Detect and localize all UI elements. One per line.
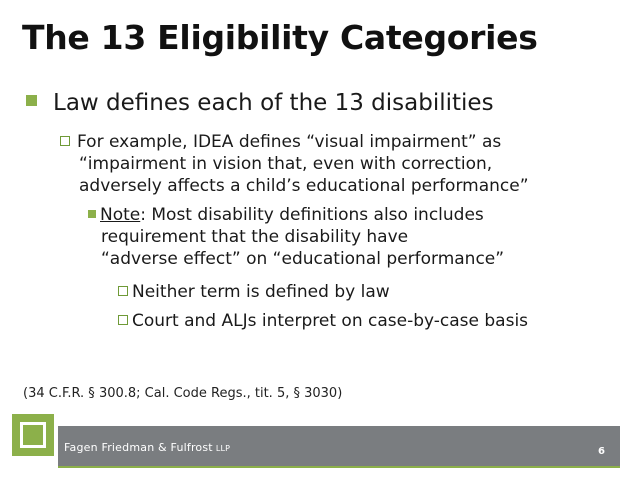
bullet-level3-line1: : Most disability definitions also includes <box>140 205 484 225</box>
bullet-level2-line3: adversely affects a child’s educational performance” <box>79 176 529 196</box>
bullet-level3 <box>88 204 504 270</box>
slide-title: The 13 Eligibility Categories <box>22 18 538 57</box>
page-number: 6 <box>598 446 605 457</box>
bullet-level2-line1: For example, IDEA defines “visual impairment” as <box>77 132 502 152</box>
firm-name <box>64 441 230 454</box>
footer-accent-line <box>58 466 620 468</box>
bullet-level4-a <box>118 282 390 302</box>
bullet-level1-text: Law defines each of the 13 disabilities <box>53 90 494 116</box>
hollow-square-bullet-icon <box>118 286 128 296</box>
square-bullet-icon <box>26 95 37 106</box>
note-label: Note <box>100 205 141 225</box>
bullet-level4-b <box>118 311 528 331</box>
hollow-square-bullet-icon <box>118 315 128 325</box>
hollow-square-bullet-icon <box>60 136 70 146</box>
citation: (34 C.F.R. § 300.8; Cal. Code Regs., tit. 5, § 3030) <box>23 386 343 401</box>
bullet-level2-line2: “impairment in vision that, even with correction, <box>79 154 493 174</box>
firm-logo-icon <box>12 414 54 456</box>
logo-inner-square <box>20 422 46 448</box>
bullet-level3-line2: requirement that the disability have <box>101 227 409 247</box>
bullet-level4-b-text: Court and ALJs interpret on case-by-case basis <box>132 311 529 331</box>
bullet-level4-a-text: Neither term is defined by law <box>132 282 390 302</box>
firm-suffix: LLP <box>215 444 231 453</box>
firm-name-text: Fagen Friedman & Fulfrost <box>64 441 213 454</box>
bullet-level1 <box>26 90 494 116</box>
bullet-level3-line3: “adverse effect” on “educational performance” <box>101 249 505 269</box>
small-square-bullet-icon <box>88 210 96 218</box>
bullet-level2 <box>60 131 529 197</box>
